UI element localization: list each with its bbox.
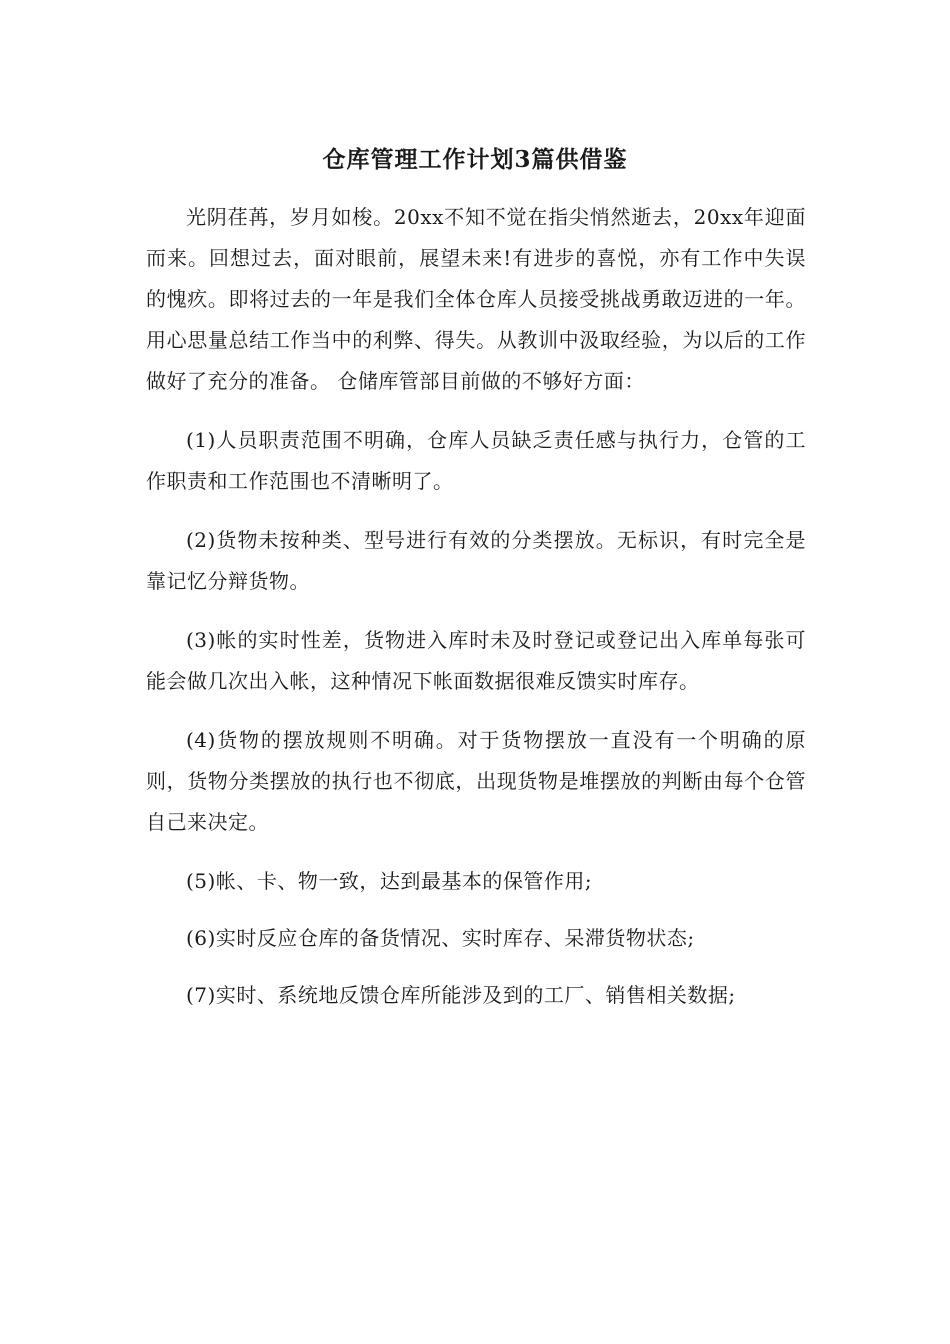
document-body — [146, 197, 806, 1032]
paragraph-item-4: (4)货物的摆放规则不明确。对于货物摆放一直没有一个明确的原则，货物分类摆放的执行也不彻底，出现货物是堆摆放的判断由每个仓管自己来决定。 — [146, 728, 806, 834]
paragraph-item-5: (5)帐、卡、物一致，达到最基本的保管作用; — [186, 869, 593, 893]
paragraph-item-3: (3)帐的实时性差，货物进入库时未及时登记或登记出入库单每张可能会做几次出入帐，这种情况下帐面数据很难反馈实时库存。 — [146, 628, 806, 693]
document-title: 仓库管理工作计划3篇供借鉴 — [322, 146, 628, 173]
paragraph-item-1: (1)人员职责范围不明确，仓库人员缺乏责任感与执行力，仓管的工作职责和工作范围也不清晰明了。 — [146, 428, 806, 493]
paragraph-item-7: (7)实时、系统地反馈仓库所能涉及到的工厂、销售相关数据; — [186, 983, 736, 1007]
paragraph-item-2: (2)货物未按种类、型号进行有效的分类摆放。无标识，有时完全是靠记忆分辩货物。 — [146, 528, 806, 593]
paragraph-item-6: (6)实时反应仓库的备货情况、实时库存、呆滞货物状态; — [186, 926, 695, 950]
paragraph-intro: 光阴荏苒，岁月如梭。20xx不知不觉在指尖悄然逝去，20xx年迎面而来。回想过去，面对眼前，展望未来!有进步的喜悦，亦有工作中失误的愧疚。即将过去的一年是我们全体仓库人员接受挑战勇敢迈进的一年。用心思量总结工作当中的利弊、得失。从教训中汲取经验，为以后的工作做好了充分的准备。 仓储库管部目前做的不够好方面： — [146, 205, 806, 393]
